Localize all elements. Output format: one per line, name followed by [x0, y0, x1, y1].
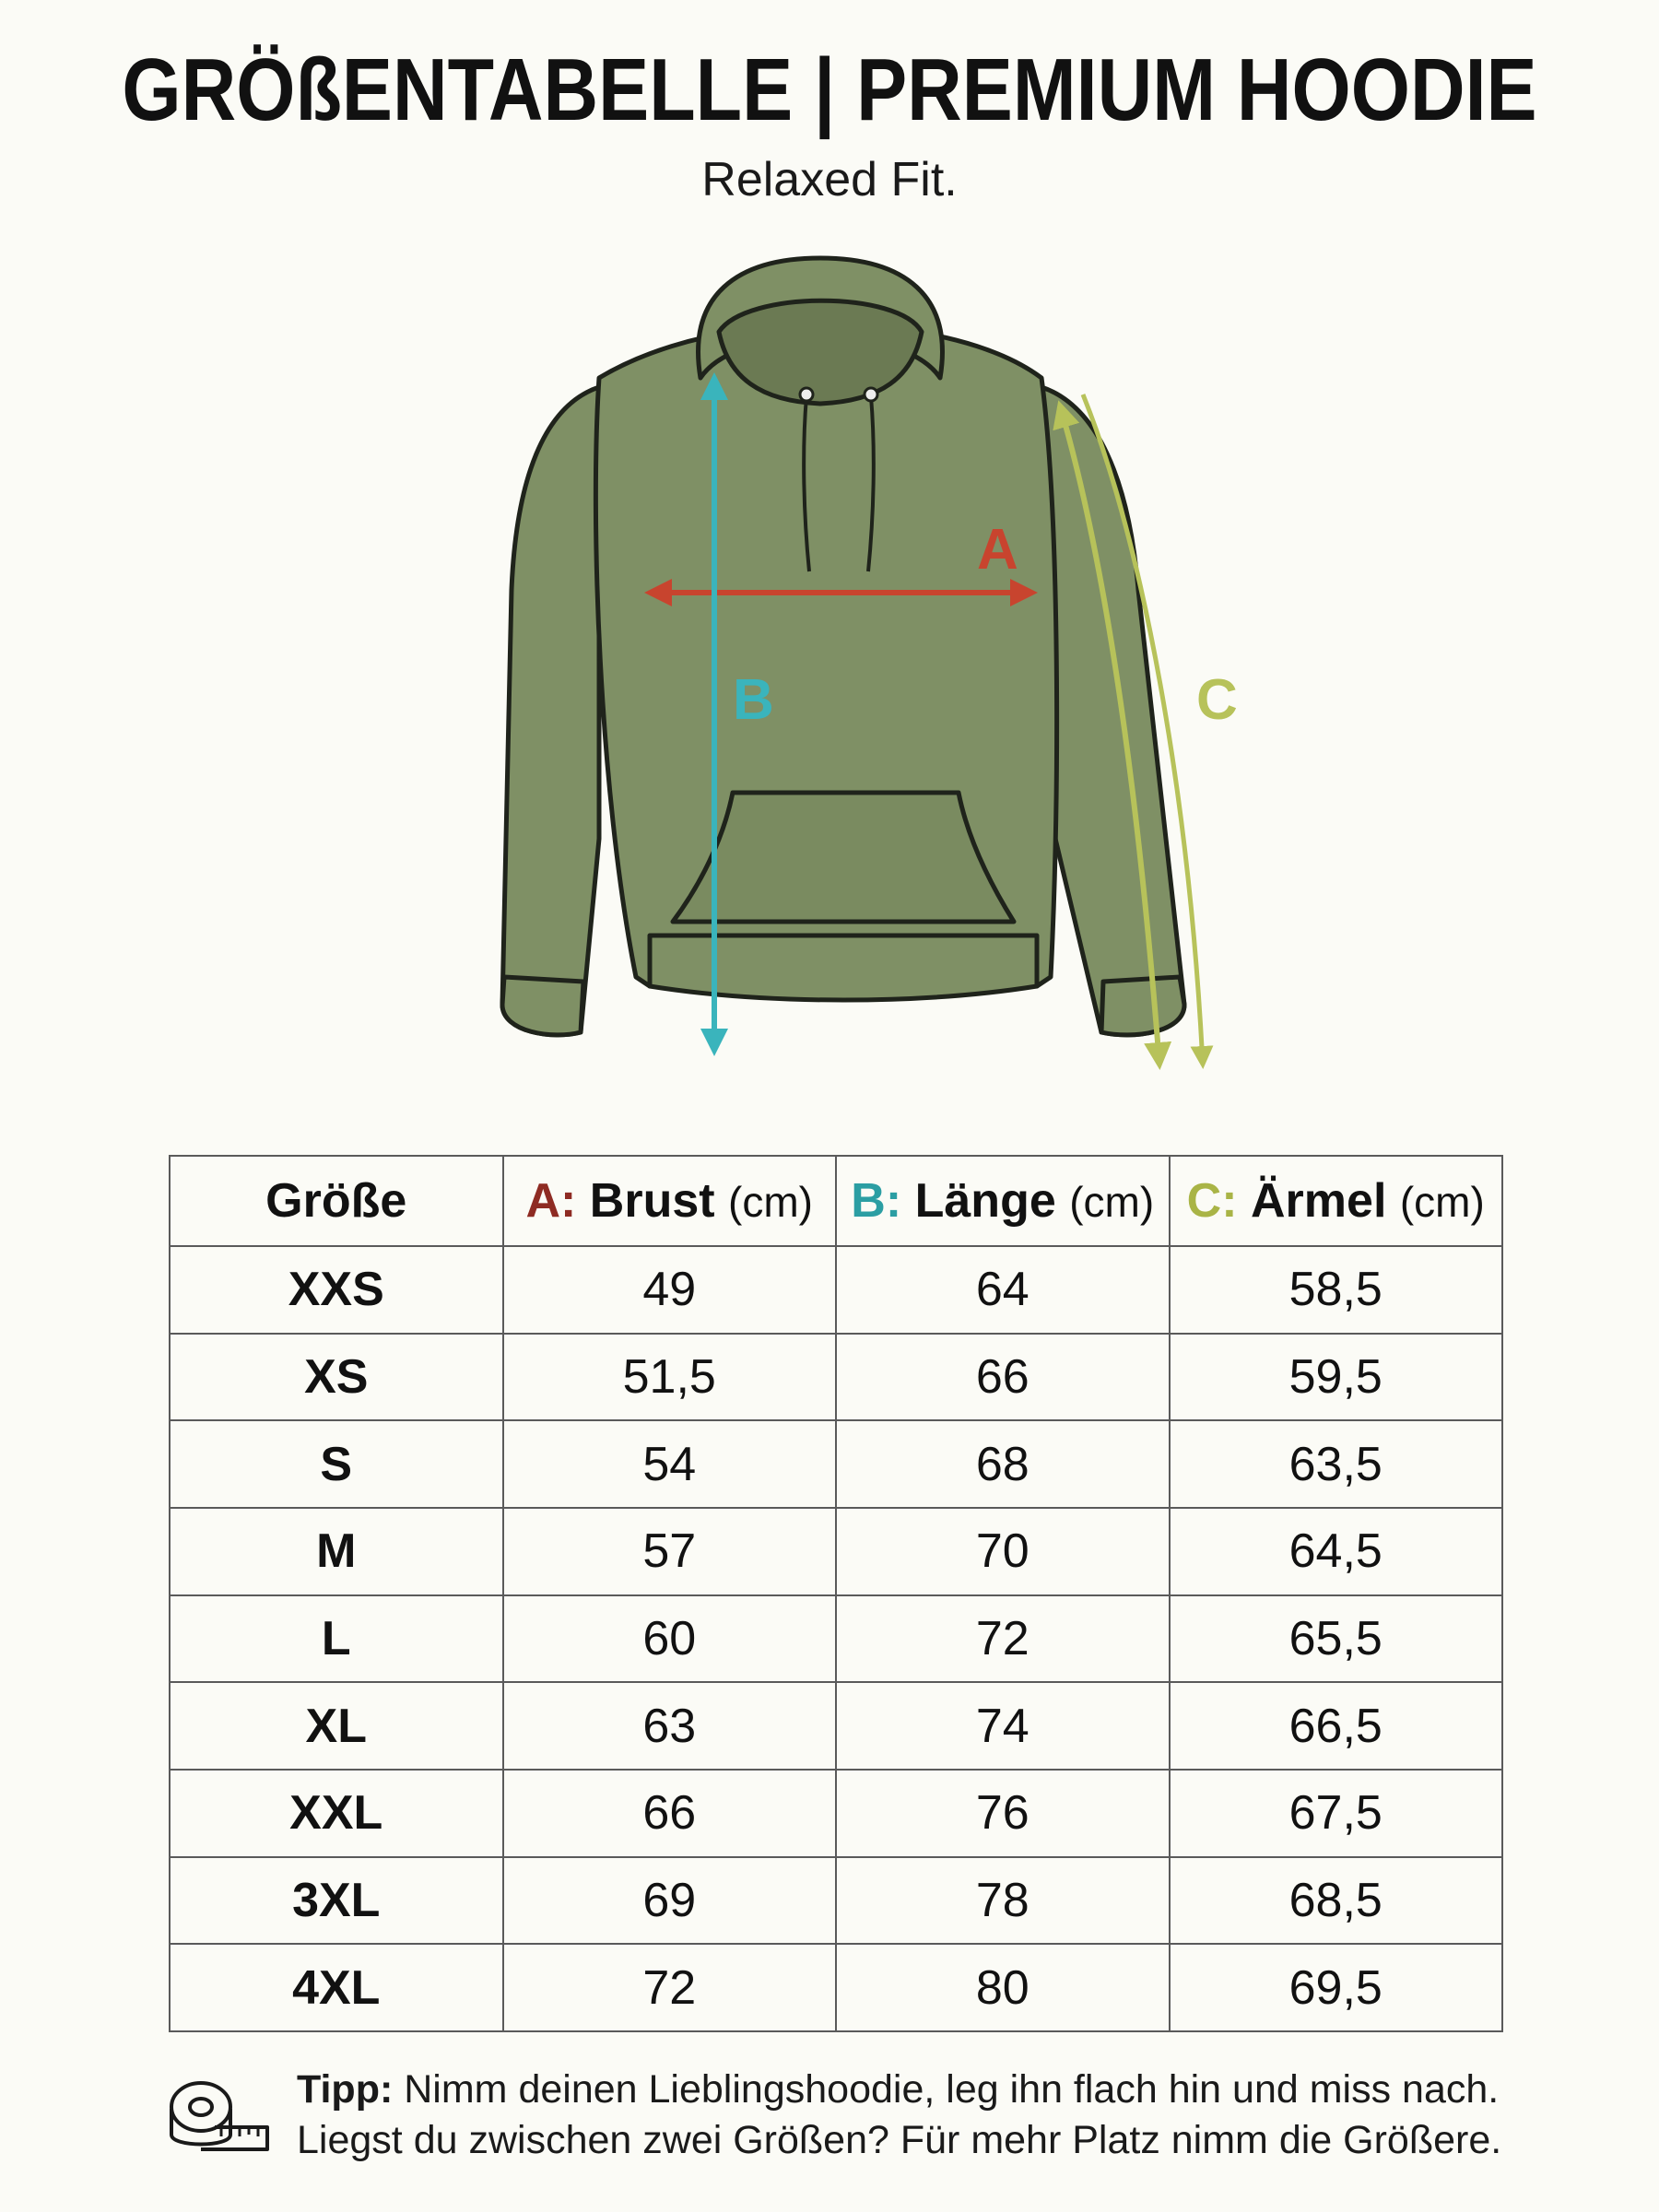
tip-line-2: Liegst du zwischen zwei Größen? Für mehr Platz nimm die Größere.: [297, 2118, 1502, 2162]
page-title: GRÖßENTABELLE | PREMIUM HOODIE: [122, 41, 1537, 139]
left-sleeve: [502, 387, 599, 1035]
size-table: [169, 1155, 1503, 2032]
table-row: S 54 68 63,5: [170, 1420, 1502, 1508]
table-row: 4XL 72 80 69,5: [170, 1944, 1502, 2031]
label-a: A: [977, 518, 1018, 582]
table-row: XS 51,5 66 59,5: [170, 1334, 1502, 1421]
waistband: [650, 935, 1037, 1000]
header-brust: A: Brust (cm): [503, 1156, 837, 1246]
table-row: XXS 49 64 58,5: [170, 1246, 1502, 1334]
table-row: 3XL 69 78 68,5: [170, 1857, 1502, 1945]
header-aermel: C: Ärmel (cm): [1170, 1156, 1503, 1246]
label-b: B: [733, 668, 774, 732]
header-laenge: B: Länge (cm): [836, 1156, 1170, 1246]
table-header-row: [170, 1156, 1502, 1246]
label-c: C: [1196, 668, 1238, 732]
header-size: Größe: [170, 1156, 503, 1246]
tip-line-1: Tipp: Nimm deinen Lieblingshoodie, leg ihn flach hin und miss nach.: [297, 2067, 1500, 2112]
tip-label: Tipp:: [297, 2067, 394, 2112]
page-subtitle: Relaxed Fit.: [701, 153, 958, 206]
table-row: XXL 66 76 67,5: [170, 1770, 1502, 1857]
measuring-tape-icon: [164, 2070, 275, 2162]
table-row: M 57 70 64,5: [170, 1508, 1502, 1595]
table-row: XL 63 74 66,5: [170, 1682, 1502, 1770]
table-row: L 60 72 65,5: [170, 1595, 1502, 1683]
hoodie-diagram: [0, 240, 1659, 1115]
tip-text: [297, 2065, 1606, 2166]
